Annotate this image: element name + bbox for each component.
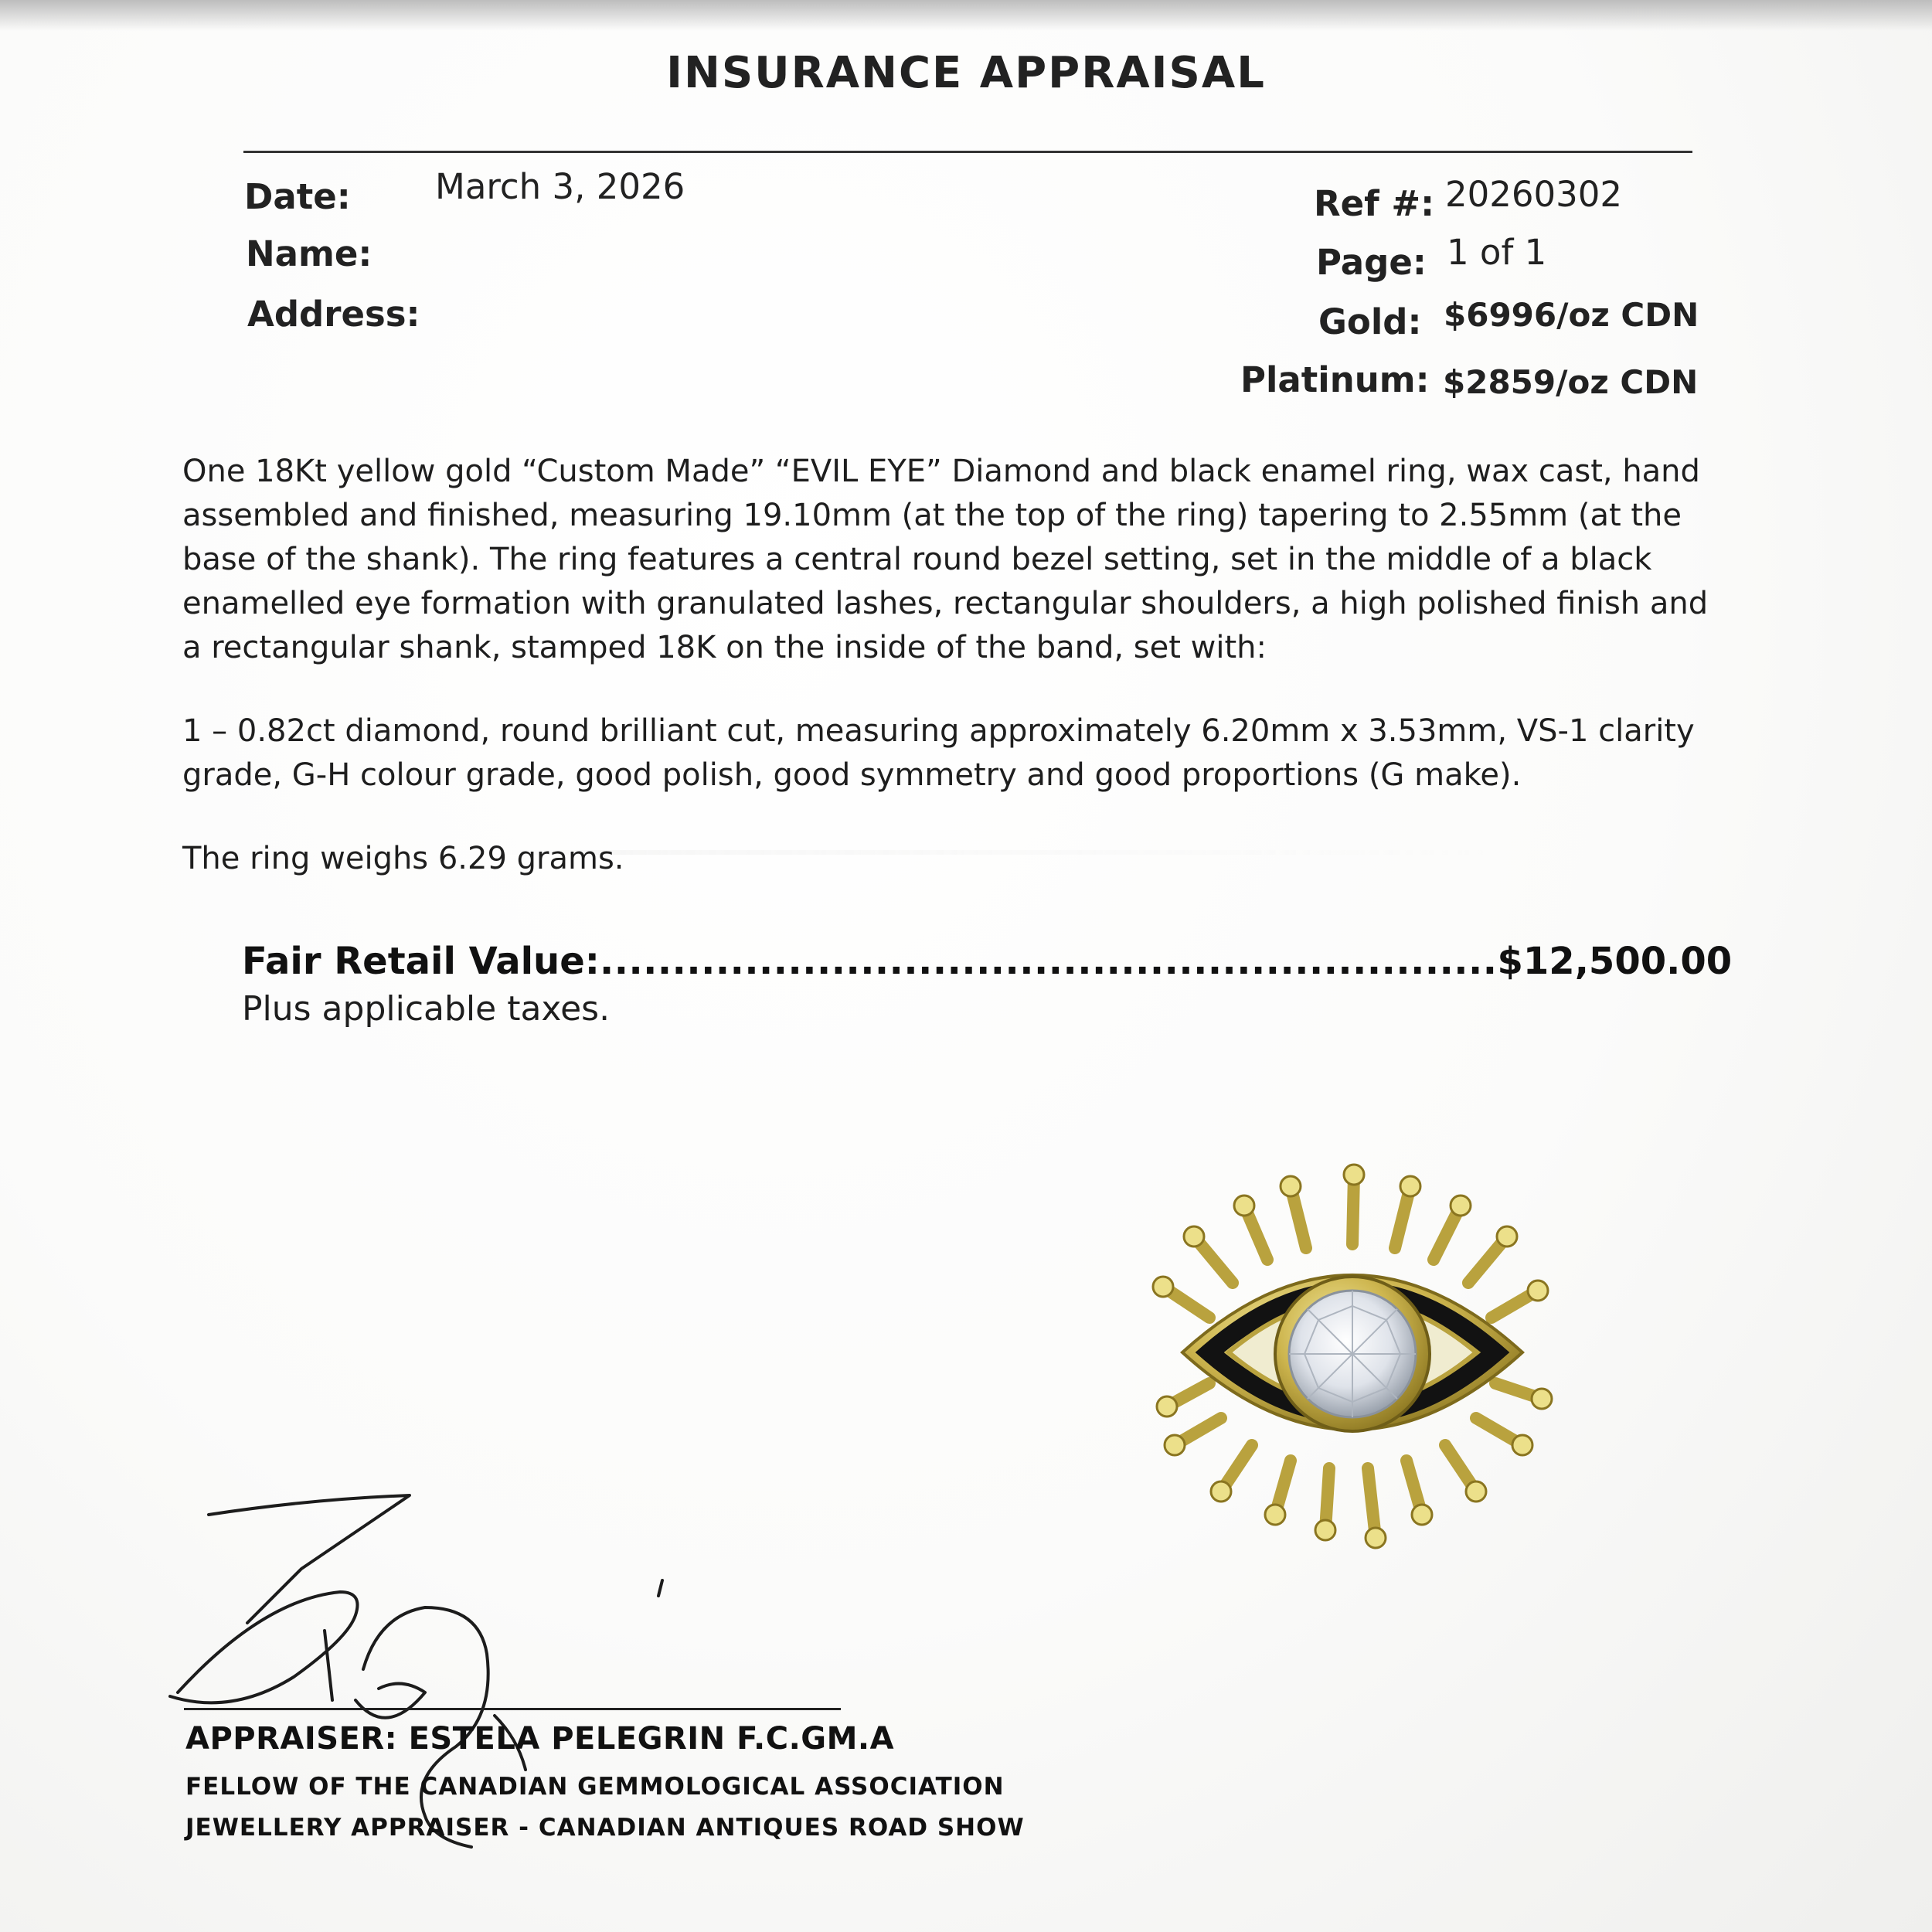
ring-weight: The ring weighs 6.29 grams. <box>182 841 624 876</box>
top-shadow <box>0 0 1932 31</box>
diamond-facets <box>1289 1291 1416 1417</box>
diamond-description: 1 – 0.82ct diamond, round brilliant cut, measuring approximately 6.20mm x 3.53mm, VS-1 clarity grade, G-H colour grade, good polish, good symmetry and good proportions (G make). <box>182 713 1695 793</box>
ref-value: 20260302 <box>1445 174 1623 215</box>
gold-price: $6996/oz CDN <box>1444 296 1699 334</box>
address-label: Address: <box>247 294 420 335</box>
appraiser-credential-roadshow: JEWELLERY APPRAISER - CANADIAN ANTIQUES ROAD SHOW <box>185 1814 1025 1842</box>
name-label: Name: <box>246 233 372 274</box>
leader-dots: .............................................................. <box>599 940 1498 983</box>
evil-eye-ring-image <box>1136 1151 1569 1569</box>
appraiser-credential-fellow: FELLOW OF THE CANADIAN GEMMOLOGICAL ASSOCIATION <box>185 1773 1005 1801</box>
gold-label: Gold: <box>1318 301 1422 342</box>
page-title: INSURANCE APPRAISAL <box>666 48 1266 98</box>
title-divider <box>243 151 1692 153</box>
platinum-price: $2859/oz CDN <box>1443 363 1699 401</box>
fair-retail-value-amount: $12,500.00 <box>1497 940 1733 983</box>
ref-label: Ref #: <box>1314 183 1435 224</box>
page-label: Page: <box>1316 242 1427 283</box>
platinum-label: Platinum: <box>1240 359 1430 400</box>
signature-line <box>184 1708 841 1710</box>
appraiser-name: APPRAISER: ESTELA PELEGRIN F.C.GM.A <box>185 1721 895 1757</box>
date-label: Date: <box>244 176 351 217</box>
ring-description: One 18Kt yellow gold “Custom Made” “EVIL EYE” Diamond and black enamel ring, wax cast, hand assembled and finished, measuring 19.10mm (at the top of the ring) tapering to 2.55mm (at the base of the shank). The ring features a central round bezel setting, set in the middle of a black enamelled eye formation with granulated lashes, rectangular shoulders, a high polished finish and a rectangular shank, stamped 18K on the inside of the band, set with: <box>182 454 1709 665</box>
taxes-note: Plus applicable taxes. <box>242 989 611 1029</box>
date-value: March 3, 2026 <box>435 166 685 207</box>
fair-retail-value-label: Fair Retail Value: <box>242 940 600 983</box>
fair-retail-value-line <box>242 940 1732 983</box>
page-value: 1 of 1 <box>1447 232 1547 273</box>
